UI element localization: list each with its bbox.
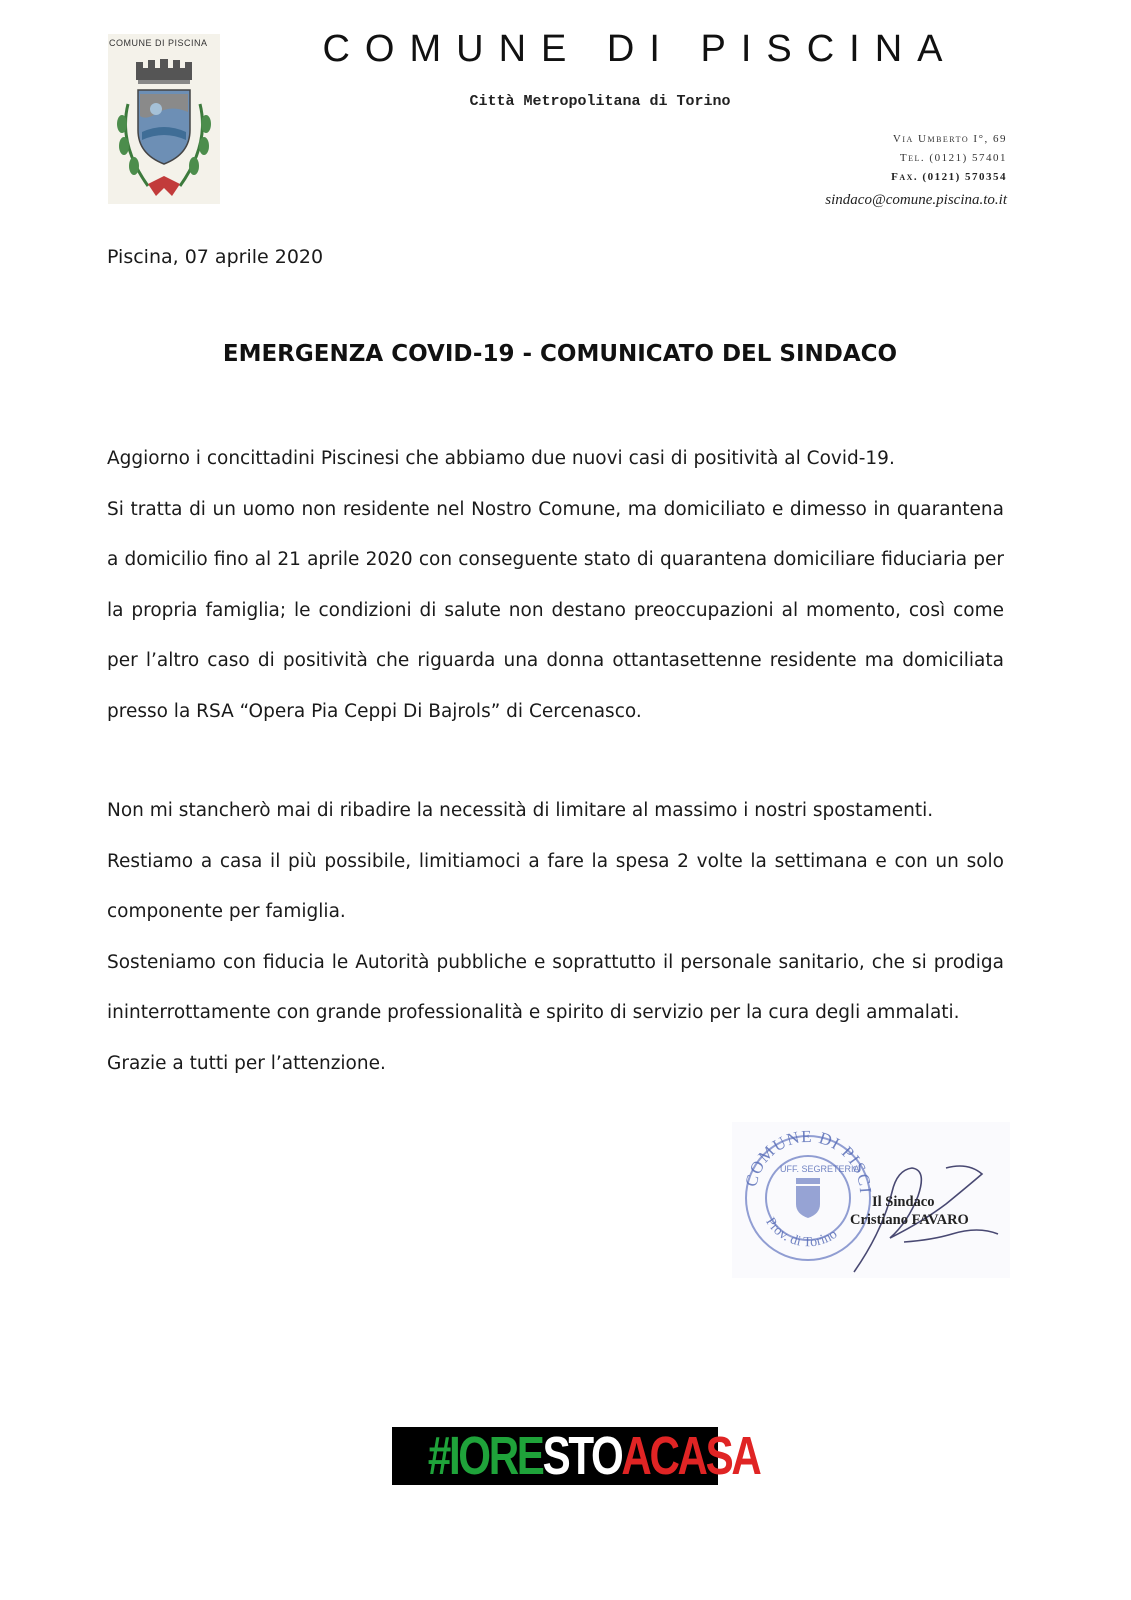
signature-block — [732, 1122, 1010, 1278]
hashtag-part-red: ACASA — [621, 1426, 760, 1486]
body-line: Aggiorno i concittadini Piscinesi che abbiamo due nuovi casi di positività al Covid-19. — [107, 448, 895, 469]
crest-emblem — [108, 34, 220, 204]
hashtag-part-white: STO — [542, 1426, 622, 1486]
stamp-inner-text: UFF. SEGRETERIA — [780, 1164, 860, 1174]
stamp-top-text: COMUNE DI PISCI — [741, 1126, 876, 1195]
contact-fax: Fax. (0121) 570354 — [891, 171, 1007, 183]
body-block-2 — [107, 786, 1004, 1089]
body-paragraph: Sosteniamo con fiducia le Autorità pubbliche e soprattutto il personale sanitario, che si prodiga ininterrottamente con grande professionalità e spirito di servizio per la cura degli ammalati. — [107, 951, 1004, 1023]
hashtag-banner — [392, 1426, 760, 1486]
crest-label: COMUNE DI PISCINA — [109, 38, 208, 48]
signature-name: Cristiano FAVARO — [850, 1212, 969, 1228]
headline: EMERGENZA COVID-19 - COMUNICATO DEL SINDACO — [222, 341, 898, 367]
body-line: Non mi stancherò mai di ribadire la necessità di limitare al massimo i nostri spostamenti. — [107, 800, 934, 821]
body-paragraph: Si tratta di un uomo non residente nel Nostro Comune, ma domiciliato e dimesso in quarantena a domicilio fino al 21 aprile 2020 con conseguente stato di quarantena domiciliare fiduciaria per la propria famiglia; le condizioni di salute non destano preoccupazioni al momento, così come per l’altro caso di positività che riguarda una donna ottantasettenne residente ma domiciliata presso la RSA “Opera Pia Ceppi Di Bajrols” di Cercenasco. — [107, 498, 1004, 722]
body-paragraph: Restiamo a casa il più possibile, limitiamoci a fare la spesa 2 volte la settimana e con un solo componente per famiglia. — [107, 850, 1004, 922]
body-line: Grazie a tutti per l’attenzione. — [107, 1052, 386, 1074]
contact-address: Via Umberto I°, 69 — [892, 133, 1007, 145]
stamp-crest-icon — [796, 1178, 820, 1218]
contact-phone: Tel. (0121) 57401 — [899, 152, 1007, 164]
body-block-1 — [107, 434, 1004, 737]
hashtag-part-green: #IORE — [427, 1426, 543, 1486]
signature-role: Il Sindaco — [872, 1194, 935, 1210]
town-subtitle: Città Metropolitana di Torino — [469, 93, 731, 110]
stamp-bottom-text: Prov. di Torino — [762, 1215, 841, 1251]
date-line: Piscina, 07 aprile 2020 — [107, 246, 324, 268]
contact-email: sindaco@comune.piscina.to.it — [825, 192, 1007, 208]
town-title: COMUNE DI PISCINA — [322, 28, 958, 70]
